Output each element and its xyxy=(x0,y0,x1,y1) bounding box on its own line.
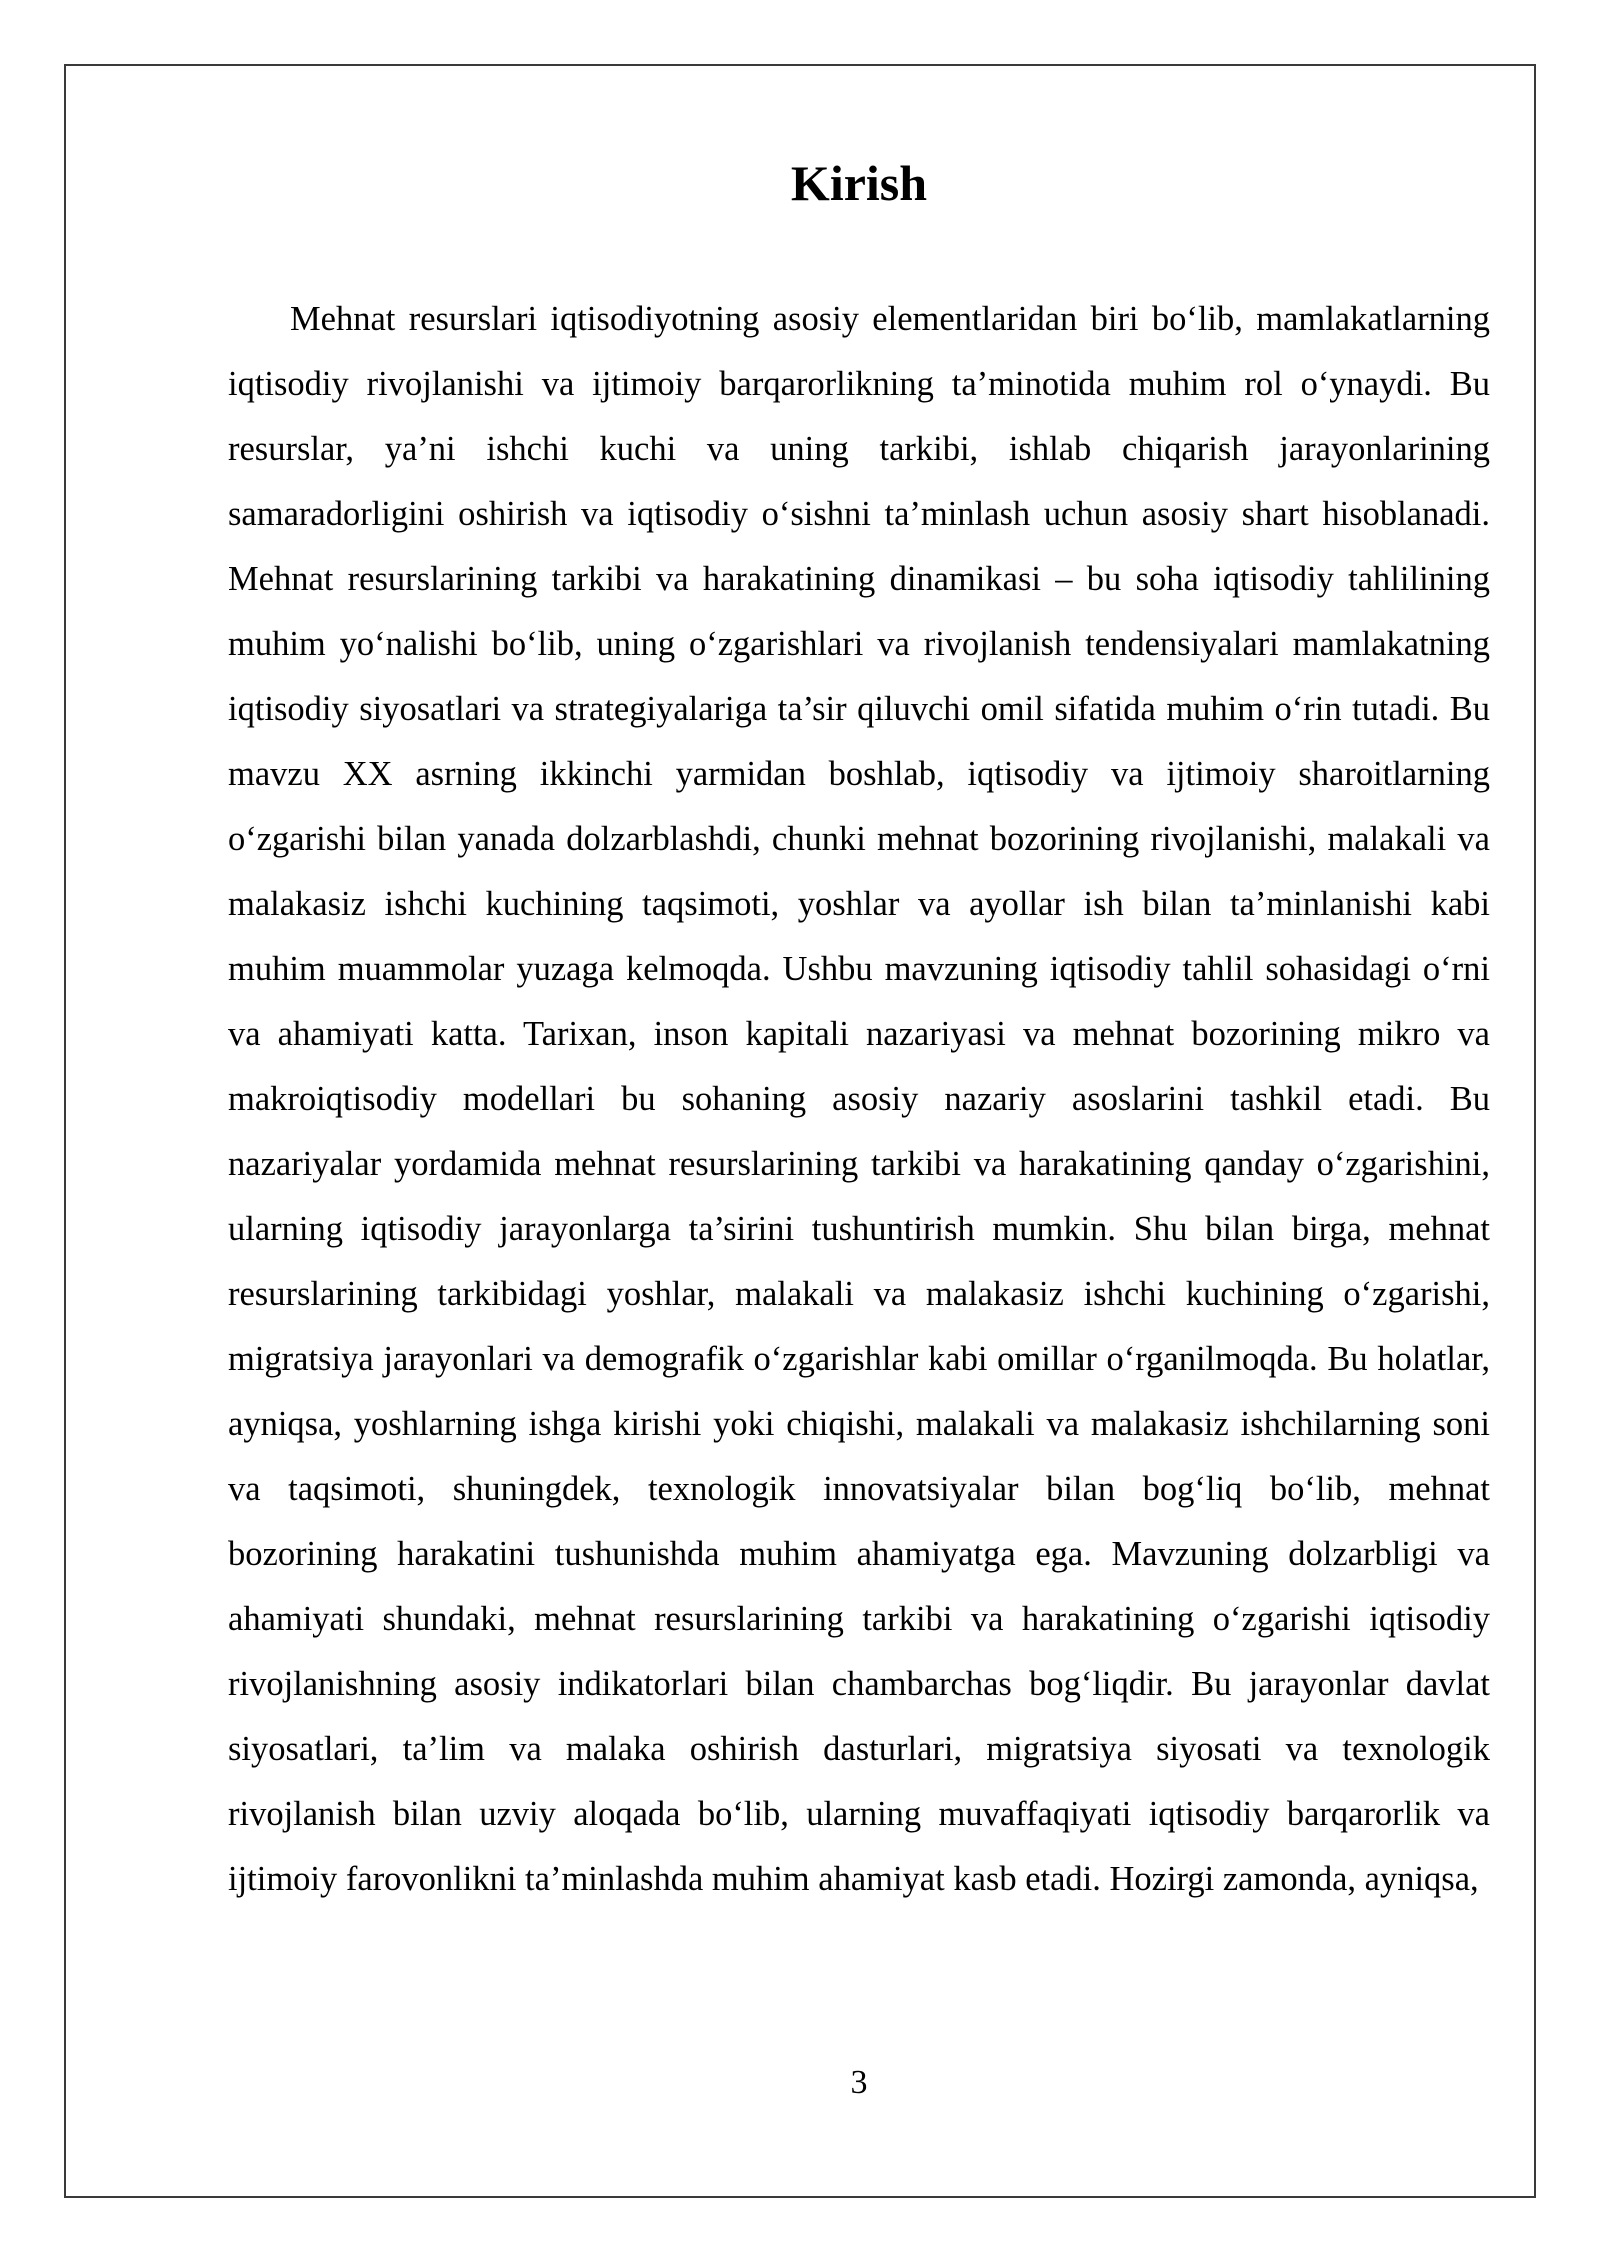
page-number: 3 xyxy=(850,2064,868,2101)
page-title: Kirish xyxy=(790,155,928,211)
body-paragraph: Mehnat resurslari iqtisodiyotning asosiy elementlaridan biri bo‘lib, mamlakatlarning iqtisodiy rivojlanishi va ijtimoiy barqarorlikning ta’minotida muhim rol o‘ynaydi. Bu resurslar, ya’ni ishchi kuchi va uning tarkibi, ishlab chiqarish jarayonlarining samaradorligini oshirish va iqtisodiy o‘sishni ta’minlash uchun asosiy shart hisoblanadi. Mehnat resurslarining tarkibi va harakatining dinamikasi – bu soha iqtisodiy tahlilining muhim yo‘nalishi bo‘lib, uning o‘zgarishlari va rivojlanish tendensiyalari mamlakatning iqtisodiy siyosatlari va strategiyalariga ta’sir qiluvchi omil sifatida muhim o‘rin tutadi. Bu mavzu XX asrning ikkinchi yarmidan boshlab, iqtisodiy va ijtimoiy sharoitlarning o‘zgarishi bilan yanada dolzarblashdi, chunki mehnat bozorining rivojlanishi, malakali va malakasiz ishchi kuchining taqsimoti, yoshlar va ayollar ish bilan ta’minlanishi kabi muhim muammolar yuzaga kelmoqda. Ushbu mavzuning iqtisodiy tahlil sohasidagi o‘rni va ahamiyati katta. Tarixan, inson kapitali nazariyasi va mehnat bozorining mikro va makroiqtisodiy modellari bu sohaning asosiy nazariy asoslarini tashkil etadi. Bu nazariyalar yordamida mehnat resurslarining tarkibi va harakatining qanday o‘zgarishini, ularning iqtisodiy jarayonlarga ta’sirini tushuntirish mumkin. Shu bilan birga, mehnat resurslarining tarkibidagi yoshlar, malakali va malakasiz ishchi kuchining o‘zgarishi, migratsiya jarayonlari va demografik o‘zgarishlar kabi omillar o‘rganilmoqda. Bu holatlar, ayniqsa, yoshlarning ishga kirishi yoki chiqishi, malakali va malakasiz ishchilarning soni va taqsimoti, shuningdek, texnologik innovatsiyalar bilan bog‘liq bo‘lib, mehnat bozorining harakatini tushunishda muhim ahamiyatga ega. Mavzuning dolzarbligi va ahamiyati shundaki, mehnat resurslarining tarkibi va harakatining o‘zgarishi iqtisodiy rivojlanishning asosiy indikatorlari bilan chambarchas bog‘liqdir. Bu jarayonlar davlat siyosatlari, ta’lim va malaka oshirish dasturlari, migratsiya siyosati va texnologik rivojlanish bilan uzviy aloqada bo‘lib, ularning muvaffaqiyati iqtisodiy barqarorlik va ijtimoiy farovonlikni ta’minlashda muhim ahamiyat kasb etadi. Hozirgi zamonda, ayniqsa, xyxy=(228,300,1490,1898)
